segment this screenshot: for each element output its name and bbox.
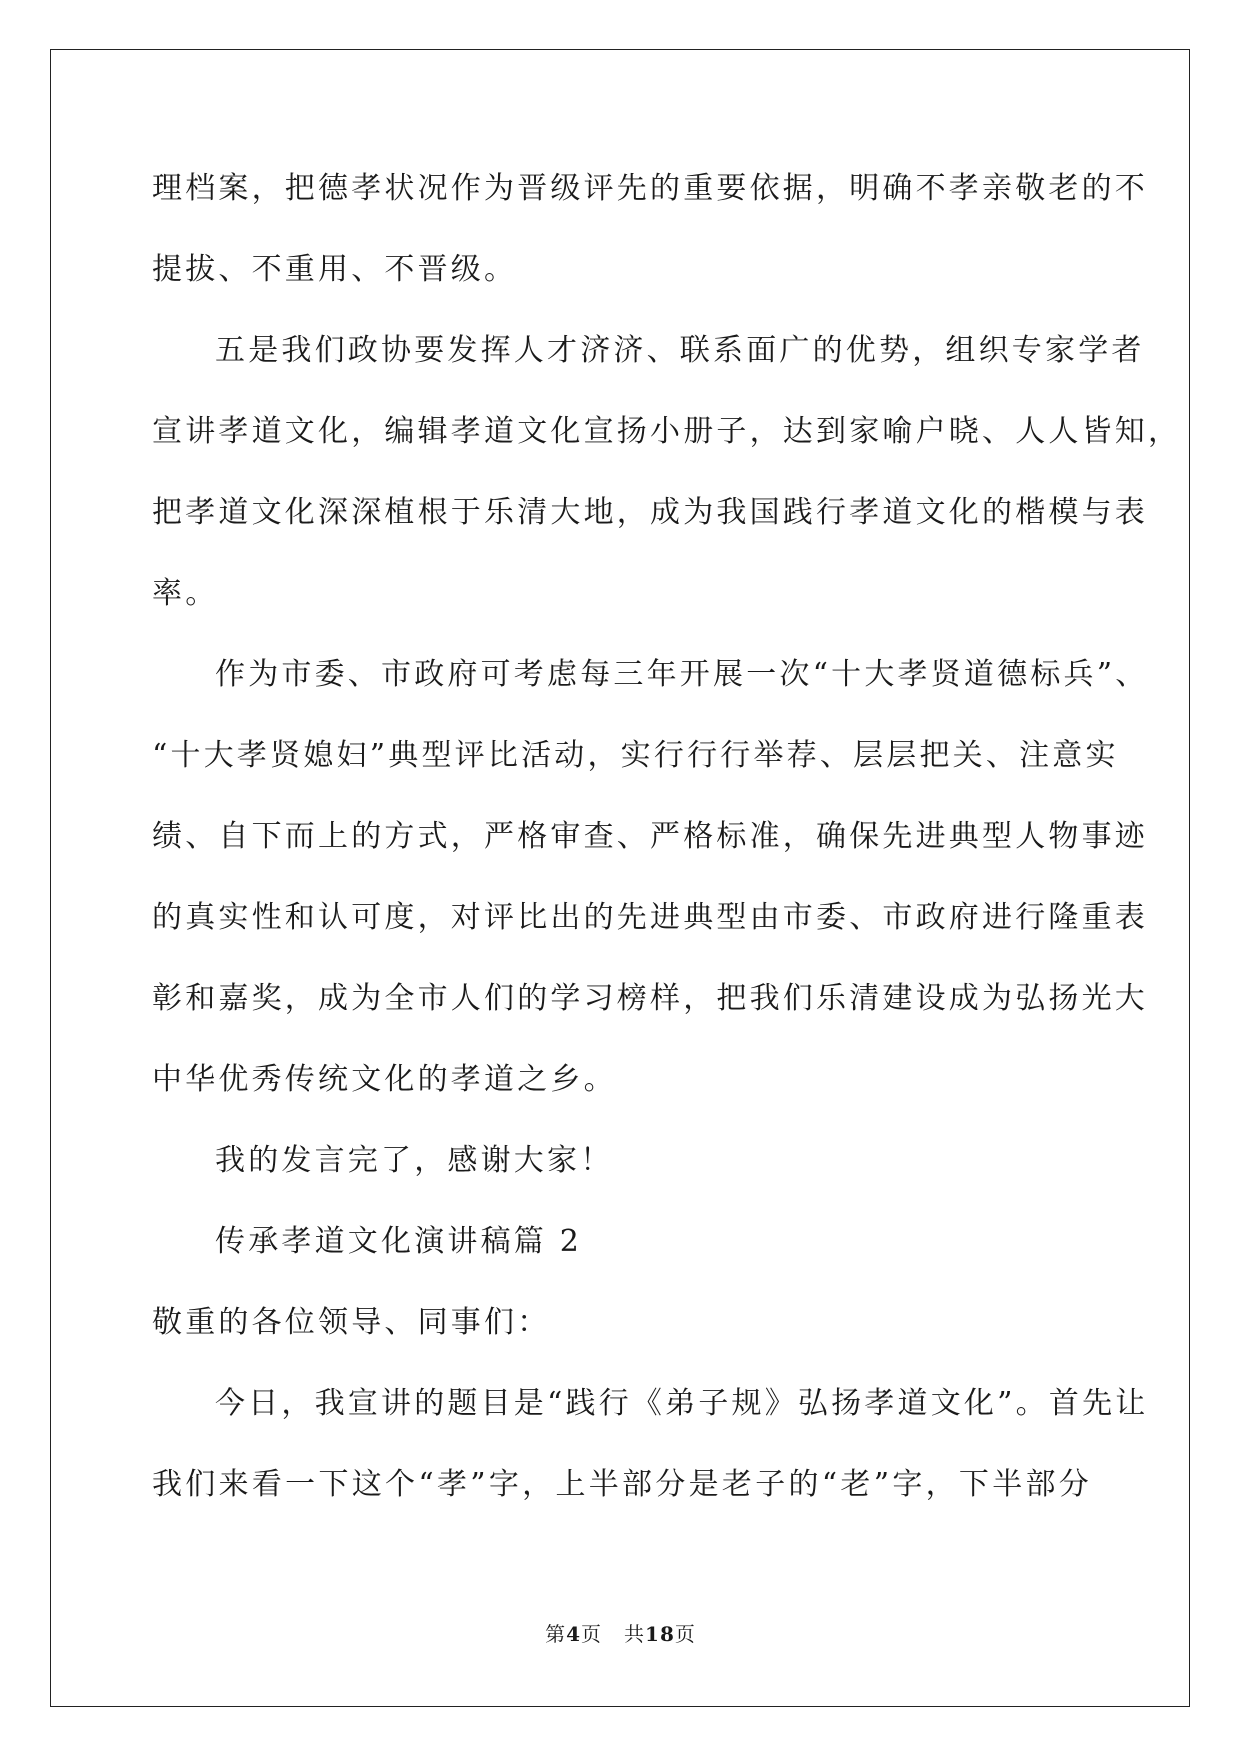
text-line: 提拔、不重用、不晋级。: [152, 252, 518, 287]
text-line: 的真实性和认可度，对评比出的先进典型由市委、市政府进行隆重表: [152, 900, 1148, 935]
paragraph-start-line: 今日，我宣讲的题目是“践行《弟子规》弘扬孝道文化”。首先让: [215, 1386, 1149, 1421]
page-number: 4: [566, 1622, 582, 1646]
text-line: 绩、自下而上的方式，严格审查、严格标准，确保先进典型人物事迹: [152, 819, 1148, 854]
salutation-line: 敬重的各位领导、同事们：: [152, 1305, 551, 1340]
page-footer: [0, 1618, 1241, 1647]
text-line: 彰和嘉奖，成为全市人们的学习榜样，把我们乐清建设成为弘扬光大: [152, 981, 1148, 1016]
page-suffix: 页: [581, 1622, 603, 1646]
section-heading: 传承孝道文化演讲稿篇 2: [215, 1224, 583, 1259]
text-line: 中华优秀传统文化的孝道之乡。: [152, 1062, 617, 1097]
paragraph-start-line: 五是我们政协要发挥人才济济、联系面广的优势，组织专家学者: [215, 333, 1145, 368]
text-line: 把孝道文化深深植根于乐清大地，成为我国践行孝道文化的楷模与表: [152, 495, 1148, 530]
text-line: 宣讲孝道文化，编辑孝道文化宣扬小册子，达到家喻户晓、人人皆知，: [152, 414, 1182, 449]
text-line: 我们来看一下这个“孝”字，上半部分是老子的“老”字，下半部分: [152, 1467, 1092, 1502]
document-body: [152, 163, 1182, 1540]
total-prefix: 共: [624, 1622, 646, 1646]
total-pages: 18: [645, 1622, 675, 1646]
text-line: 率。: [152, 576, 219, 611]
text-line: 理档案，把德孝状况作为晋级评先的重要依据，明确不孝亲敬老的不: [152, 171, 1148, 206]
page-prefix: 第: [545, 1622, 567, 1646]
total-suffix: 页: [674, 1622, 696, 1646]
text-line: “十大孝贤媳妇”典型评比活动，实行行行举荐、层层把关、注意实: [152, 738, 1119, 773]
paragraph-start-line: 作为市委、市政府可考虑每三年开展一次“十大孝贤道德标兵”、: [215, 657, 1149, 692]
paragraph-start-line: 我的发言完了，感谢大家！: [215, 1143, 614, 1178]
